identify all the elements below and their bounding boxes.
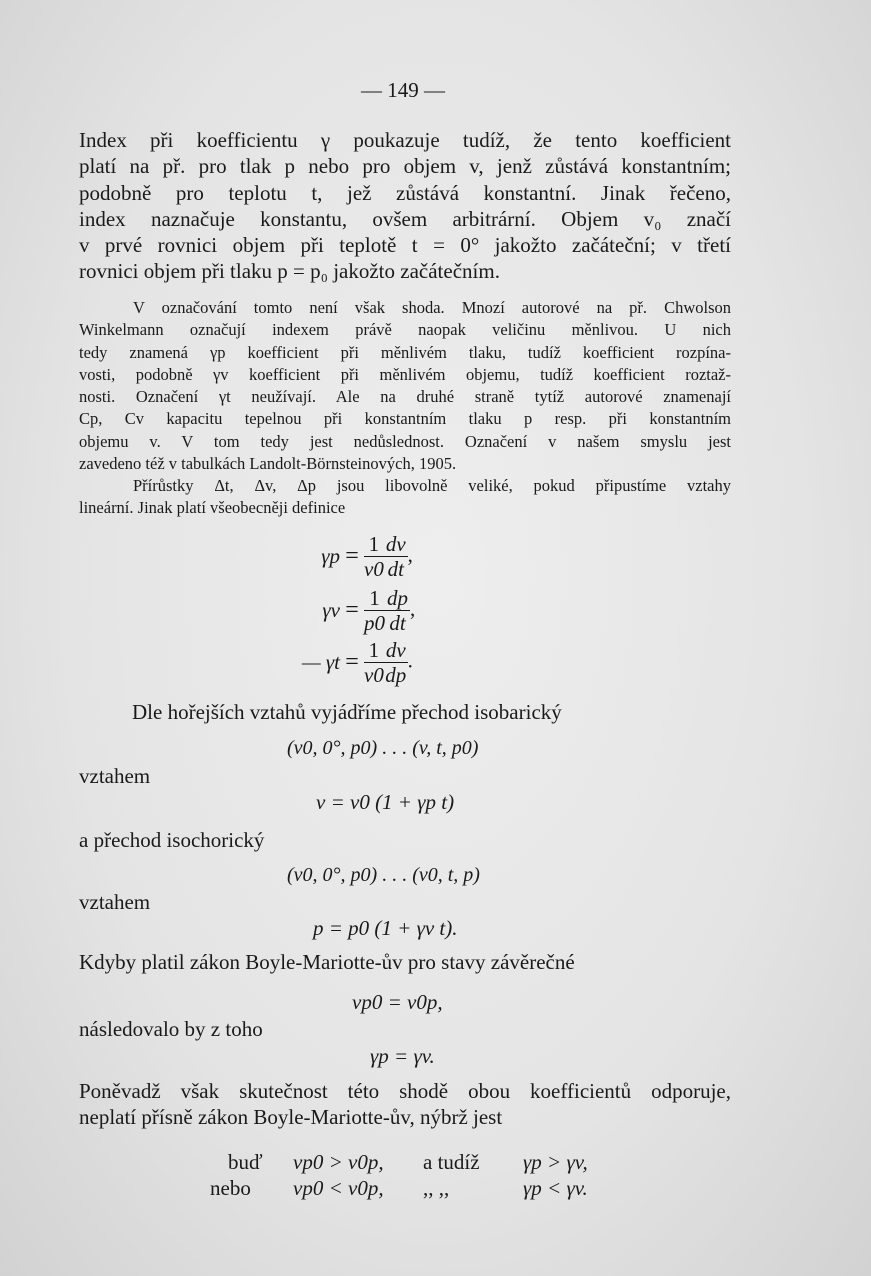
text-line: nosti. Označení γt neužívají. Ale na druhé straně tytíž autorové znamenají: [79, 387, 731, 407]
inequality-row-2: nebo vp0 < v0p, ,, ,, γp < γv.: [210, 1176, 588, 1200]
text-line: tedy znamená γp koefficient při měnlivém tlaku, tudíž koefficient rozpína-: [79, 342, 731, 362]
text-line: podobně pro teplotu t, jež zůstává konstantní. Jinak řečeno,: [79, 180, 731, 205]
transition-isochoric: (v0, 0°, p0) . . . (v0, t, p): [287, 864, 480, 886]
equation-gamma-equal: γp = γv.: [370, 1044, 435, 1068]
label-vztahem-1: vztahem: [79, 764, 151, 788]
equation-isobaric: v = v0 (1 + γp t): [316, 790, 455, 814]
line-isobaric: Dle hořejších vztahů vyjádříme přechod isobarický: [132, 700, 562, 724]
label-vztahem-2: vztahem: [79, 890, 151, 914]
text-line: Cp, Cv kapacitu tepelnou při konstantním tlaku p resp. při konstantním: [79, 409, 731, 429]
transition-isobaric: (v0, 0°, p0) . . . (v, t, p0): [287, 737, 479, 759]
text-line: v prvé rovnici objem při teplotě t = 0° jakožto začáteční; v třetí: [79, 233, 731, 258]
text-line: zavedeno též v tabulkách Landolt-Börnsteinových, 1905.: [79, 454, 457, 474]
text-line: index naznačuje konstantu, ovšem arbitrární. Objem v₀ značí: [79, 206, 731, 231]
paragraph-notation-note: [79, 297, 731, 475]
definition-gamma-v: γv = $\frac{1}{p0}$ $\frac{dp}{dt}$ ,: [322, 586, 416, 635]
definition-gamma-t: — γt = $\frac{1}{v0}$ $\frac{dv}{dp}$ .: [301, 638, 413, 687]
definition-gamma-p: γp = $\frac{1}{v0}$ $\frac{dv}{dt}$ ,: [321, 532, 413, 581]
text-line: Winkelmann označují indexem právě naopak veličinu měnlivou. U nich: [79, 320, 731, 340]
text-line: lineární. Jinak platí všeobecněji definice: [79, 498, 346, 518]
text-line: rovnici objem při tlaku p = p₀ jakožto začátečním.: [79, 259, 500, 284]
page-number: — 149 —: [361, 78, 445, 102]
text-line: platí na př. pro tlak p nebo pro objem v, jenž zůstává konstantním;: [79, 154, 731, 179]
text-line: vosti, podobně γv koefficient při měnlivém objemu, tudíž koefficient roztaž-: [79, 364, 731, 384]
line-isochoric: a přechod isochorický: [79, 828, 265, 852]
text-line: Index při koefficientu γ poukazuje tudíž, že tento koefficient: [79, 128, 731, 152]
text-line: objemu v. V tom tedy jest nedůslednost. Označení v našem smyslu jest: [79, 431, 731, 451]
line-boyle-mariotte: Kdyby platil zákon Boyle-Mariotte-ův pro stavy závěrečné: [79, 950, 575, 974]
equation-isochoric: p = p0 (1 + γv t).: [313, 916, 458, 940]
line-followed: následovalo by z toho: [79, 1017, 263, 1041]
inequality-row-1: buď vp0 > v0p, a tudíž γp > γv,: [228, 1150, 588, 1174]
text-line: neplatí přísně zákon Boyle-Mariotte-ův, nýbrž jest: [79, 1105, 503, 1130]
text-line: Přírůstky Δt, Δv, Δp jsou libovolně veliké, pokud připustíme vztahy: [133, 476, 731, 495]
text-line: Poněvadž však skutečnost této shodě obou koefficientů odporuje,: [79, 1079, 731, 1103]
equation-boyle: vp0 = v0p,: [352, 990, 443, 1014]
text-line: V označování tomto není však shoda. Mnozí autorové na př. Chwolson: [133, 298, 731, 317]
paragraph-conclusion: [79, 1078, 731, 1131]
paragraph-increments: [79, 475, 731, 520]
paragraph-index-explanation: [79, 127, 731, 285]
